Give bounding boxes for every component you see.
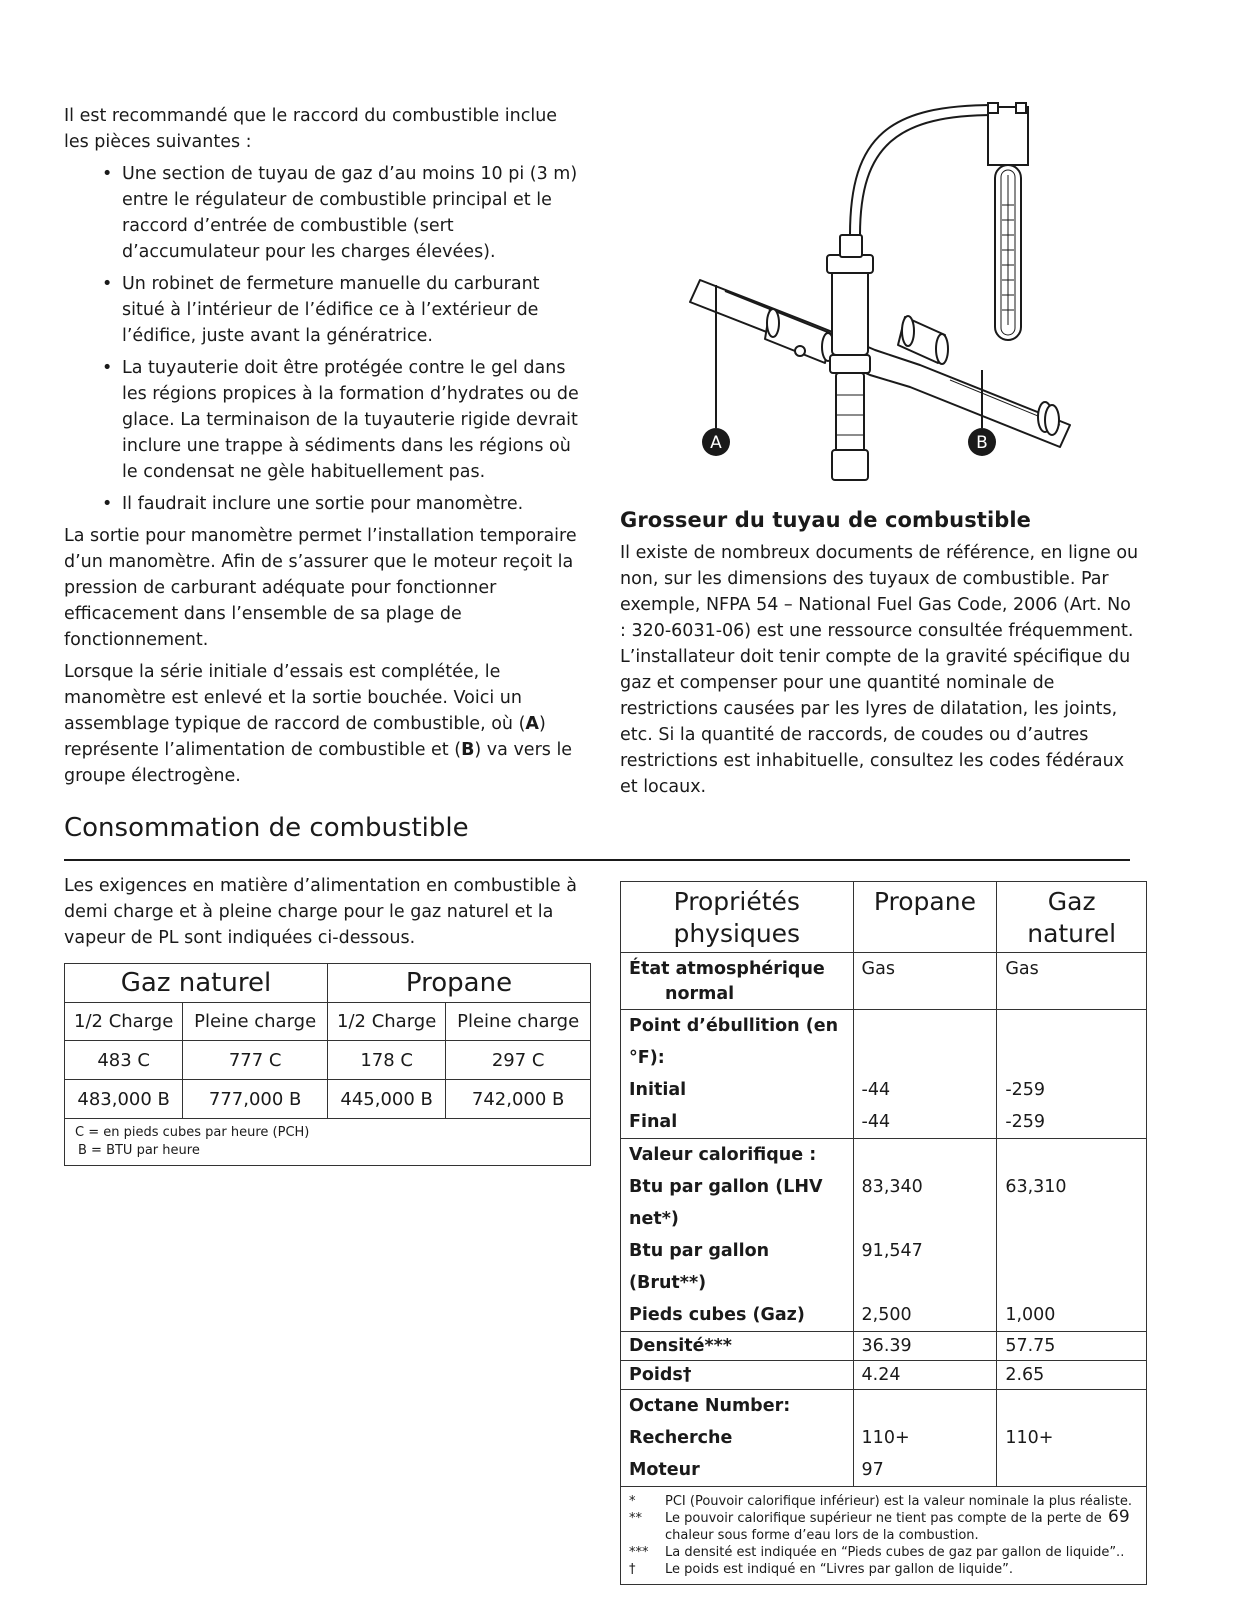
row-label: Pieds cubes (Gaz) xyxy=(621,1299,854,1332)
table-row xyxy=(621,1332,1147,1361)
row-label: Valeur calorifique : xyxy=(621,1139,854,1172)
table-row xyxy=(621,1106,1147,1139)
bullet-icon: • xyxy=(102,274,113,294)
row-label: Point d’ébullition (en °F): xyxy=(621,1010,854,1075)
table-row xyxy=(621,1139,1147,1172)
table-row xyxy=(621,1422,1147,1454)
row-label: Moteur xyxy=(621,1454,854,1487)
table-cell: 445,000 B xyxy=(327,1080,445,1119)
list-item: • Une section de tuyau de gaz d’au moins 10 pi (3 m) entre le régulateur de combustible principal et le raccord d’entrée de combustible (sert d’accumulateur pour les charges élevées). xyxy=(64,161,584,265)
table-row xyxy=(621,1010,1147,1075)
table-cell: 57.75 xyxy=(997,1332,1147,1361)
group-header-natural-gas: Gaz naturel xyxy=(65,964,328,1003)
section-divider xyxy=(64,859,1130,861)
table-cell: 483,000 B xyxy=(65,1080,183,1119)
table-cell: 97 xyxy=(853,1454,997,1487)
row-label: Densité*** xyxy=(621,1332,854,1361)
table-cell xyxy=(853,1390,997,1423)
list-item: • La tuyauterie doit être protégée contre le gel dans les régions propices à la formation d’hydrates ou de glace. La terminaison de la tuyauterie rigide devrait inclure une trappe à sédiments dans les régions où le condensat ne gèle habituellement pas. xyxy=(64,355,584,485)
callout-a-label: A xyxy=(710,433,722,453)
physical-properties-table xyxy=(620,881,1147,1585)
table-cell xyxy=(997,1139,1147,1172)
table-cell: 36.39 xyxy=(853,1332,997,1361)
table-row xyxy=(621,1454,1147,1487)
row-label: Initial xyxy=(621,1074,854,1106)
table-cell: 63,310 xyxy=(997,1171,1147,1235)
table-row xyxy=(65,1080,591,1119)
table-cell: 742,000 B xyxy=(446,1080,591,1119)
row-label: Final xyxy=(621,1106,854,1139)
list-item: • Il faudrait inclure une sortie pour manomètre. xyxy=(64,491,584,517)
row-label: Octane Number: xyxy=(621,1390,854,1423)
table-cell: 83,340 xyxy=(853,1171,997,1235)
footnote: † Le poids est indiqué en “Livres par gallon de liquide”. xyxy=(629,1562,1013,1577)
column-header: Gaz naturel xyxy=(997,882,1147,953)
table-cell: Gas xyxy=(853,953,997,1010)
row-label: État atmosphérique normal xyxy=(621,953,854,1010)
table-cell: -259 xyxy=(997,1106,1147,1139)
table-cell: 297 C xyxy=(446,1041,591,1080)
bullet-icon: • xyxy=(102,164,113,184)
fuel-connection-list xyxy=(64,161,584,517)
table-row xyxy=(65,1041,591,1080)
table-cell xyxy=(997,1454,1147,1487)
table-notes xyxy=(65,1119,591,1166)
table-cell xyxy=(997,1010,1147,1075)
table-row xyxy=(621,1390,1147,1423)
table-cell: 110+ xyxy=(997,1422,1147,1454)
column-header: Propane xyxy=(853,882,997,953)
table-cell: 178 C xyxy=(327,1041,445,1080)
footnote: * PCI (Pouvoir calorifique inférieur) est la valeur nominale la plus réaliste. xyxy=(629,1494,1132,1509)
table-cell: Gas xyxy=(997,953,1147,1010)
section-title: Consommation de combustible xyxy=(64,813,469,843)
consumption-intro: Les exigences en matière d’alimentation en combustible à demi charge et à pleine charge pour le gaz naturel et la vapeur de PL sont indiquées ci-dessous. xyxy=(64,876,577,948)
intro-lead: Il est recommandé que le raccord du combustible inclue les pièces suivantes : xyxy=(64,106,558,152)
table-cell: 2.65 xyxy=(997,1361,1147,1390)
bullet-icon: • xyxy=(102,494,113,514)
row-label: Btu par gallon (LHV net*) xyxy=(621,1171,854,1235)
assembly-paragraph: Lorsque la série initiale d’essais est complétée, le manomètre est enlevé et la sortie bouchée. Voici un assemblage typique de raccord de combustible, où (A) représente l’alimentation de combustible et (B) va vers le groupe électrogène. xyxy=(64,662,573,786)
table-cell xyxy=(853,1010,997,1075)
table-row xyxy=(621,1299,1147,1332)
table-cell: 4.24 xyxy=(853,1361,997,1390)
group-header-propane: Propane xyxy=(327,964,590,1003)
table-cell xyxy=(853,1139,997,1172)
row-label: Recherche xyxy=(621,1422,854,1454)
fuel-consumption-table xyxy=(64,963,591,1166)
table-cell: 2,500 xyxy=(853,1299,997,1332)
table-row xyxy=(621,953,1147,1010)
table-cell: 483 C xyxy=(65,1041,183,1080)
table-cell xyxy=(997,1235,1147,1299)
manometer-paragraph: La sortie pour manomètre permet l’installation temporaire d’un manomètre. Afin de s’assurer que le moteur reçoit la pression de carburant adéquate pour fonctionner efficacement dans l’ensemble de sa plage de fonctionnement. xyxy=(64,526,577,650)
row-label: Poids† xyxy=(621,1361,854,1390)
note-cfh: C = en pieds cubes par heure (PCH) xyxy=(75,1125,310,1140)
column-header: 1/2 Charge xyxy=(327,1003,445,1041)
pipe-size-text: Il existe de nombreux documents de référence, en ligne ou non, sur les dimensions des tuyaux de combustible. Par exemple, NFPA 54 – National Fuel Gas Code, 2006 (Art. No : 320-6031-06) est une ressource consultée fréquemment. L’installateur doit tenir compte de la gravité spécifique du gaz et compenser pour une quantité nominale de restrictions causées par les lyres de dilatation, les joints, etc. Si la quantité de raccords, de coudes ou d’autres restrictions est inhabituelle, consultez les codes fédéraux et locaux. xyxy=(620,543,1139,797)
table-cell: -44 xyxy=(853,1074,997,1106)
column-header: Propriétés physiques xyxy=(621,882,854,953)
column-header: Pleine charge xyxy=(446,1003,591,1041)
table-cell: 777,000 B xyxy=(183,1080,328,1119)
table-cell: -259 xyxy=(997,1074,1147,1106)
table-cell: -44 xyxy=(853,1106,997,1139)
row-label: Btu par gallon (Brut**) xyxy=(621,1235,854,1299)
fuel-connection-diagram xyxy=(680,95,1100,495)
table-row xyxy=(621,1235,1147,1299)
note-btu: B = BTU par heure xyxy=(78,1143,200,1158)
footnote: *** La densité est indiquée en “Pieds cubes de gaz par gallon de liquide”.. xyxy=(629,1545,1125,1560)
intro-section xyxy=(64,103,584,795)
footnote: ** Le pouvoir calorifique supérieur ne tient pas compte de la perte de chaleur sous forme d’eau lors de la combustion. xyxy=(629,1511,1102,1543)
table-cell: 1,000 xyxy=(997,1299,1147,1332)
table-cell xyxy=(997,1390,1147,1423)
list-item: • Un robinet de fermeture manuelle du carburant situé à l’intérieur de l’édifice ce à l’extérieur de l’édifice, juste avant la génératrice. xyxy=(64,271,584,349)
table-cell: 91,547 xyxy=(853,1235,997,1299)
table-row xyxy=(621,1361,1147,1390)
pipe-size-heading: Grosseur du tuyau de combustible xyxy=(620,508,1032,532)
table-row xyxy=(621,1171,1147,1235)
bullet-icon: • xyxy=(102,358,113,378)
pipe-size-section xyxy=(620,508,1140,800)
column-header: 1/2 Charge xyxy=(65,1003,183,1041)
table-cell: 110+ xyxy=(853,1422,997,1454)
table-footnotes xyxy=(621,1487,1147,1585)
table-cell: 777 C xyxy=(183,1041,328,1080)
page-number: 69 xyxy=(1108,1507,1130,1527)
table-row xyxy=(621,1074,1147,1106)
callout-b-label: B xyxy=(976,433,988,453)
column-header: Pleine charge xyxy=(183,1003,328,1041)
